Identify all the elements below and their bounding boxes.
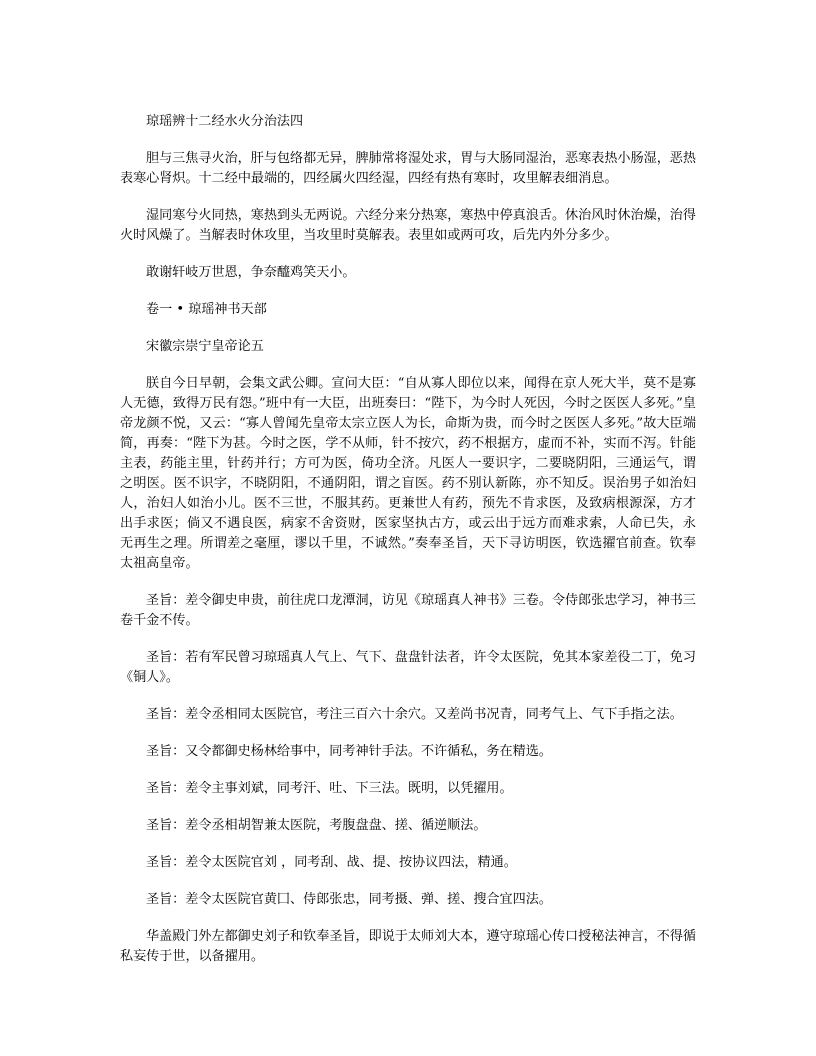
decree-paragraph-8: 圣旨：差令太医院官黄囗、侍郎张忠，同考摄、弹、搓、搜合宜四法。 [146,892,552,907]
main-paragraph: 朕自今日早朝，会集文武公卿。宣问大臣：“自从寡人即位以来，闻得在京人死大半，莫不是寡人无德，致得万民有怨。”班中有一大臣，出班奏曰：“陛下，为今时人死因，今时之医医人多死。”皇帝龙颜不悦，又云：“寡人曾闻先皇帝太宗立医人为长，命斯为贵，而今时之医医人多死。”故大臣端简，再奏：“陛下为甚。今时之医，学不从师，针不按穴，药不根据方，虚而不补，实而不泻。针能主表，药能主里，针药并行；方可为医，倚功全济。凡医人一要识字，二要晓阴阳，三通运气，谓之明医。医不识字，不晓阴阳，不通阴阳，谓之盲医。药不别认新陈，亦不知反。误治男子如治妇人，治妇人如治小儿。医不三世，不服其药。更兼世人有药，预先不肯求医，及致病根源深，方才出手求医；倘又不遇良医，病家不舍资财，医家坚执古方，或云出于远方而难求索，人命已失，永无再生之理。所谓差之毫厘，谬以千里，不诚然。”奏奉圣旨，天下寻访明医，钦选擢官前查。钦奉太祖高皇帝。 [120,376,696,571]
volume-title: 卷一 • 琼瑶神书天部 [146,302,267,317]
intro-paragraph-3: 敢谢轩岐万世恩，争奈醯鸡笑天小。 [146,265,356,280]
intro-paragraph-2: 湿同寒兮火同热，寒热到头无两说。六经分来分热寒，寒热中停真浪舌。休治风时休治燥，治得火时风燥了。当解表时休攻里，当攻里时莫解表。表里如或两可攻，后先内外分多少。 [120,208,696,243]
decree-paragraph-7: 圣旨：差令太医院官刘 ，同考刮、战、提、按协议四法，精通。 [146,855,517,870]
decree-paragraph-4: 圣旨：又令都御史杨林给事中，同考神针手法。不许循私，务在精选。 [146,744,552,759]
intro-paragraph-1: 胆与三焦寻火治，肝与包络都无异，脾肺常将湿处求，胃与大肠同湿治，恶寒表热小肠湿，恶热表寒心肾炽。十二经中最端的，四经属火四经湿，四经有热有寒时，攻里解表细消息。 [120,151,696,186]
document-page [120,112,696,984]
decree-paragraph-3: 圣旨：差令丞相同太医院官，考注三百六十余穴。又差尚书况青，同考气上、气下手指之法。 [146,707,683,722]
chapter-title: 宋徽宗崇宁皇帝论五 [146,339,264,354]
decree-paragraph-2: 圣旨：若有军民曾习琼瑶真人气上、气下、盘盘针法者，许令太医院，免其本家差役二丁，免习《铜人》。 [120,650,696,685]
section-title: 琼瑶辨十二经水火分治法四 [146,114,304,129]
decree-paragraph-6: 圣旨：差令丞相胡智兼太医院，考腹盘盘、搓、循逆顺法。 [146,818,487,833]
decree-paragraph-5: 圣旨：差令主事刘斌，同考汗、吐、下三法。既明，以凭擢用。 [146,781,513,796]
closing-paragraph: 华盖殿门外左都御史刘子和钦奉圣旨，即说于太师刘大本，遵守琼瑶心传口授秘法神言，不得循私妄传于世，以备擢用。 [120,929,696,964]
decree-paragraph-1: 圣旨：差令御史申贵，前往虎口龙潭洞，访见《琼瑶真人神书》三卷。令侍郎张忠学习，神书三卷千金不传。 [120,593,696,628]
